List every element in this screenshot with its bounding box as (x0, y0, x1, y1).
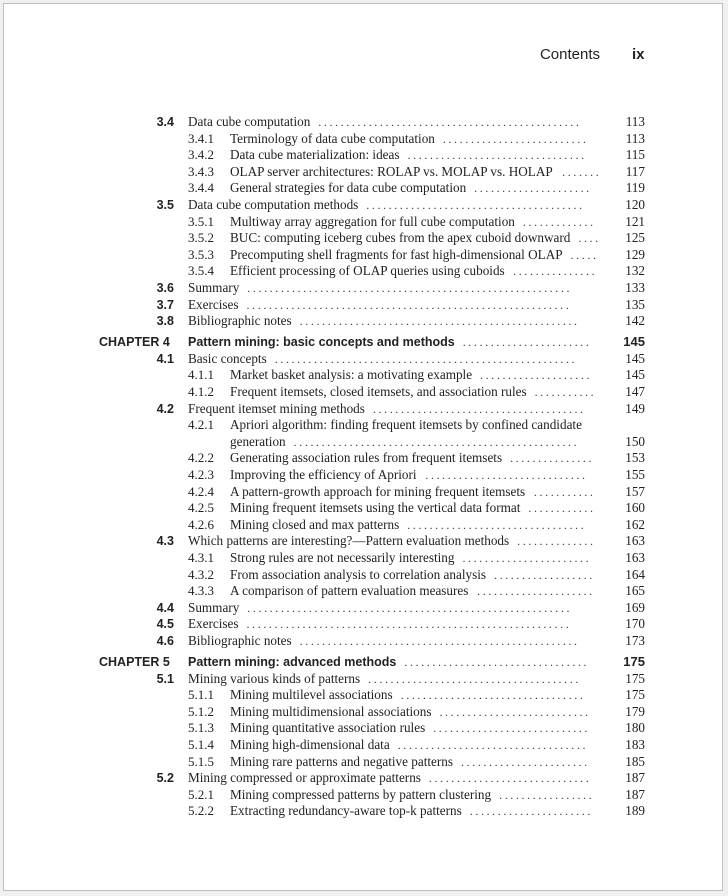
leader-dots: ...................................................... (274, 351, 578, 366)
page-number: 175 (625, 670, 645, 686)
toc-entry (4, 467, 724, 483)
leader-dots: ....................... (461, 754, 590, 769)
page-number: 179 (625, 703, 645, 719)
leader-dots: ...................... (469, 804, 593, 819)
page-number: 187 (625, 770, 645, 786)
section-title[interactable]: Bibliographic notes (188, 313, 292, 329)
subsection-title[interactable]: generation (230, 433, 286, 449)
toc-entry (4, 417, 724, 433)
page-number: 147 (625, 384, 645, 399)
subsection-number: 5.1.4 (188, 737, 214, 752)
leader-dots: ........................... (439, 704, 591, 719)
subsection-number: 4.3.2 (188, 566, 214, 582)
toc-entry (4, 737, 724, 753)
leader-dots: ............................ (433, 721, 591, 736)
leader-dots: ..... (570, 247, 599, 262)
subsection-title[interactable]: Improving the efficiency of Apriori (230, 467, 417, 482)
toc-entry (4, 367, 724, 383)
leader-dots: .... (578, 231, 601, 246)
page-number: 173 (625, 633, 645, 648)
leader-dots: ............ (528, 501, 596, 516)
toc-entry (4, 803, 724, 819)
page-number: 133 (625, 280, 645, 295)
subsection-number: 4.2.3 (188, 467, 214, 482)
toc-entry (4, 616, 724, 632)
section-title[interactable]: Mining various kinds of patterns (188, 670, 361, 686)
toc-entry (4, 654, 724, 670)
subsection-title[interactable]: Market basket analysis: a motivating example (230, 367, 473, 383)
page-number: 175 (625, 687, 645, 703)
subsection-number: 3.5.1 (188, 213, 214, 229)
section-title[interactable]: Summary (188, 280, 240, 295)
leader-dots: .................. (494, 567, 595, 582)
leader-dots: .......................... (442, 131, 589, 146)
page-number: 153 (625, 450, 645, 466)
toc-entry (4, 114, 724, 130)
toc-entry (4, 214, 724, 230)
section-title[interactable]: Summary (188, 599, 240, 615)
toc-entry (4, 533, 724, 549)
section-number: 4.3 (156, 534, 174, 549)
subsection-number: 5.1.5 (188, 753, 214, 769)
toc-entry (4, 334, 724, 350)
subsection-title[interactable]: Extracting redundancy-aware top-k patterns (230, 803, 462, 819)
toc-entry (4, 687, 724, 703)
subsection-number: 3.4.3 (188, 163, 214, 179)
leader-dots: .................................. (397, 738, 589, 752)
leader-dots: ............................. (425, 468, 588, 482)
section-title[interactable]: Bibliographic notes (188, 633, 292, 648)
page-number: 160 (625, 500, 645, 516)
subsection-number: 3.4.4 (188, 180, 214, 196)
subsection-number: 5.1.1 (188, 687, 214, 703)
page-number: 189 (625, 803, 645, 819)
subsection-title[interactable]: Strong rules are not necessarily interesting (230, 550, 455, 565)
subsection-number: 3.4.2 (188, 147, 214, 163)
toc-entry (4, 147, 724, 163)
toc-entry (4, 247, 724, 263)
header-page-number: ix (632, 46, 645, 63)
toc-entry (4, 787, 724, 803)
page-number: 115 (625, 147, 645, 163)
section-number: 3.5 (156, 198, 174, 212)
chapter-label: CHAPTER 5 (99, 654, 170, 669)
subsection-title[interactable]: Mining frequent itemsets using the vertical data format (230, 500, 521, 516)
section-title[interactable]: Exercises (188, 616, 239, 632)
subsection-number: 4.2.1 (188, 417, 214, 433)
section-title[interactable]: Data cube computation (188, 114, 311, 129)
leader-dots: ............. (522, 214, 596, 229)
toc-entry (4, 500, 724, 516)
leader-dots: ........... (533, 484, 596, 499)
section-title[interactable]: Basic concepts (188, 350, 267, 366)
section-number: 3.8 (156, 314, 174, 329)
page-number: 142 (625, 313, 645, 329)
page-number: 135 (625, 296, 645, 312)
subsection-title[interactable]: Mining multidimensional associations (230, 703, 432, 719)
subsection-title[interactable]: BUC: computing iceberg cubes from the apex cuboid downward (230, 230, 571, 246)
leader-dots: ................. (499, 787, 595, 802)
chapter-title[interactable]: Pattern mining: basic concepts and methods (188, 334, 455, 349)
page-number: 113 (625, 114, 645, 129)
page-number: 155 (625, 467, 645, 482)
header-title: Contents (539, 46, 600, 63)
page-number: 129 (625, 246, 645, 262)
page-number: 185 (625, 753, 645, 769)
toc-entry (4, 484, 724, 500)
subsection-number: 3.4.1 (188, 130, 214, 146)
toc-entry (4, 197, 724, 213)
subsection-number: 5.1.3 (188, 720, 214, 736)
page-number: 120 (625, 197, 645, 212)
page-number: 113 (625, 130, 645, 146)
page-number: 180 (625, 720, 645, 736)
leader-dots: ............... (513, 264, 598, 279)
page-number: 121 (625, 213, 645, 229)
toc-entry (4, 550, 724, 566)
toc-entry (4, 600, 724, 616)
leader-dots: ............................. (428, 771, 592, 786)
section-title[interactable]: Data cube computation methods (188, 197, 359, 212)
page-number: 170 (625, 616, 645, 632)
toc-entry (4, 583, 724, 599)
leader-dots: .................................................. (299, 634, 580, 648)
page-number: 169 (625, 599, 645, 615)
toc-entry (4, 633, 724, 649)
section-title[interactable]: Which patterns are interesting?—Pattern evaluation methods (188, 533, 510, 549)
subsection-title[interactable]: General strategies for data cube computation (230, 180, 467, 196)
toc-entry (4, 720, 724, 736)
toc-entry (4, 567, 724, 583)
toc-entry (4, 164, 724, 180)
page-number: 165 (625, 583, 645, 599)
page-number: 157 (625, 483, 645, 499)
page-number: 132 (625, 263, 645, 279)
subsection-number: 4.2.4 (188, 483, 214, 499)
subsection-title[interactable]: Generating association rules from frequent itemsets (230, 450, 503, 466)
toc-entry (4, 384, 724, 400)
leader-dots: ...................................... (372, 401, 586, 416)
leader-dots: ........... (534, 385, 597, 399)
page-number: 117 (625, 163, 645, 179)
subsection-number: 3.5.4 (188, 263, 214, 279)
section-title[interactable]: Mining compressed or approximate patterns (188, 770, 421, 786)
subsection-number: 5.2.1 (188, 786, 214, 802)
subsection-number: 4.3.1 (188, 550, 214, 565)
subsection-title[interactable]: A pattern-growth approach for mining frequent itemsets (230, 483, 526, 499)
subsection-title[interactable]: Efficient processing of OLAP queries using cuboids (230, 263, 505, 279)
subsection-title[interactable]: From association analysis to correlation analysis (230, 566, 487, 582)
toc-entry (4, 351, 724, 367)
subsection-title[interactable]: Mining closed and max patterns (230, 516, 400, 532)
subsection-number: 3.5.3 (188, 246, 214, 262)
section-number: 4.2 (156, 401, 174, 416)
leader-dots: ............................................... (318, 115, 582, 129)
subsection-number: 4.2.5 (188, 500, 214, 516)
page-number: 164 (625, 566, 645, 582)
page-number: 145 (625, 367, 645, 383)
leader-dots: ...................................... (368, 671, 581, 686)
page-number: 125 (625, 230, 645, 246)
leader-dots: ....................................... (366, 198, 585, 212)
page-number: 119 (625, 180, 645, 196)
chapter-label: CHAPTER 4 (99, 334, 170, 349)
toc-entry (4, 131, 724, 147)
page-number: 163 (625, 533, 645, 549)
toc-entry (4, 434, 724, 450)
leader-dots: ..................... (477, 584, 595, 599)
leader-dots: ....................... (462, 551, 592, 565)
leader-dots: .......................................................... (247, 600, 573, 615)
toc-entry (4, 313, 724, 329)
page-number: 149 (625, 400, 645, 416)
toc-entry (4, 297, 724, 313)
subsection-title[interactable]: Terminology of data cube computation (230, 130, 435, 146)
running-header (540, 46, 644, 63)
toc-entry (4, 770, 724, 786)
subsection-number: 3.5.2 (188, 230, 214, 246)
subsection-title[interactable]: Multiway array aggregation for full cube computation (230, 213, 515, 229)
toc-entry (4, 450, 724, 466)
toc-entry (4, 280, 724, 296)
section-number: 3.7 (156, 297, 174, 312)
subsection-title[interactable]: A comparison of pattern evaluation measures (230, 583, 469, 599)
toc-entry (4, 401, 724, 417)
leader-dots: .................... (480, 368, 593, 383)
subsection-number: 4.2.2 (188, 450, 214, 466)
section-number: 4.6 (156, 634, 174, 648)
leader-dots: ..................... (474, 181, 592, 196)
leader-dots: ....... (562, 164, 602, 179)
page-number: 187 (625, 786, 645, 802)
leader-dots: ................................ (407, 148, 587, 163)
section-number: 4.4 (156, 600, 174, 615)
subsection-number: 4.3.3 (188, 583, 214, 599)
section-number: 5.2 (156, 771, 174, 786)
subsection-title[interactable]: Data cube materialization: ideas (230, 147, 400, 163)
subsection-number: 4.1.2 (188, 384, 214, 399)
page-number: 150 (625, 433, 645, 449)
section-number: 4.1 (156, 351, 174, 366)
subsection-title[interactable]: Mining quantitative association rules (230, 720, 426, 736)
subsection-number: 4.2.6 (188, 516, 214, 532)
book-page (3, 3, 723, 891)
subsection-number: 5.2.2 (188, 803, 214, 819)
section-number: 3.6 (156, 281, 174, 295)
subsection-number: 4.1.1 (188, 367, 214, 383)
toc-entry (4, 230, 724, 246)
toc-entry (4, 754, 724, 770)
subsection-title[interactable]: Mining high-dimensional data (230, 737, 390, 752)
leader-dots: .................................................. (299, 314, 580, 329)
leader-dots: ....................... (462, 334, 592, 349)
section-title[interactable]: Frequent itemset mining methods (188, 400, 365, 416)
toc-entry (4, 671, 724, 687)
toc-entry (4, 180, 724, 196)
page-number: 163 (625, 550, 645, 565)
subsection-number: 5.1.2 (188, 703, 214, 719)
subsection-title[interactable]: Precomputing shell fragments for fast high-dimensional OLAP (230, 246, 563, 262)
leader-dots: ............... (510, 451, 595, 466)
leader-dots: ................................. (400, 688, 586, 703)
leader-dots: .............. (517, 534, 596, 549)
section-number: 4.5 (156, 617, 174, 632)
leader-dots: ................................. (404, 654, 590, 669)
chapter-title[interactable]: Pattern mining: advanced methods (188, 654, 397, 669)
leader-dots: .......................................................... (246, 617, 572, 632)
subsection-title[interactable]: Mining rare patterns and negative patterns (230, 753, 454, 769)
page-number: 183 (625, 737, 645, 752)
section-title[interactable]: Exercises (188, 296, 239, 312)
leader-dots: ................................ (407, 517, 587, 532)
section-number: 3.4 (156, 115, 174, 129)
leader-dots: .......................................................... (247, 281, 573, 295)
toc-entry (4, 263, 724, 279)
page-number: 145 (623, 333, 645, 349)
subsection-title[interactable]: OLAP server architectures: ROLAP vs. MOLAP vs. HOLAP (230, 163, 553, 179)
leader-dots: .......................................................... (246, 297, 572, 312)
page-number: 145 (625, 350, 645, 366)
subsection-title[interactable]: Mining multilevel associations (230, 687, 393, 703)
page-number: 175 (623, 653, 645, 669)
toc-entry (4, 517, 724, 533)
subsection-title[interactable]: Apriori algorithm: finding frequent itemsets by confined candidate (230, 417, 582, 433)
leader-dots: ................................................... (293, 434, 580, 449)
page-number: 162 (625, 516, 645, 532)
toc-entry (4, 704, 724, 720)
subsection-title[interactable]: Frequent itemsets, closed itemsets, and association rules (230, 384, 527, 399)
section-number: 5.1 (156, 671, 174, 686)
subsection-title[interactable]: Mining compressed patterns by pattern clustering (230, 786, 492, 802)
